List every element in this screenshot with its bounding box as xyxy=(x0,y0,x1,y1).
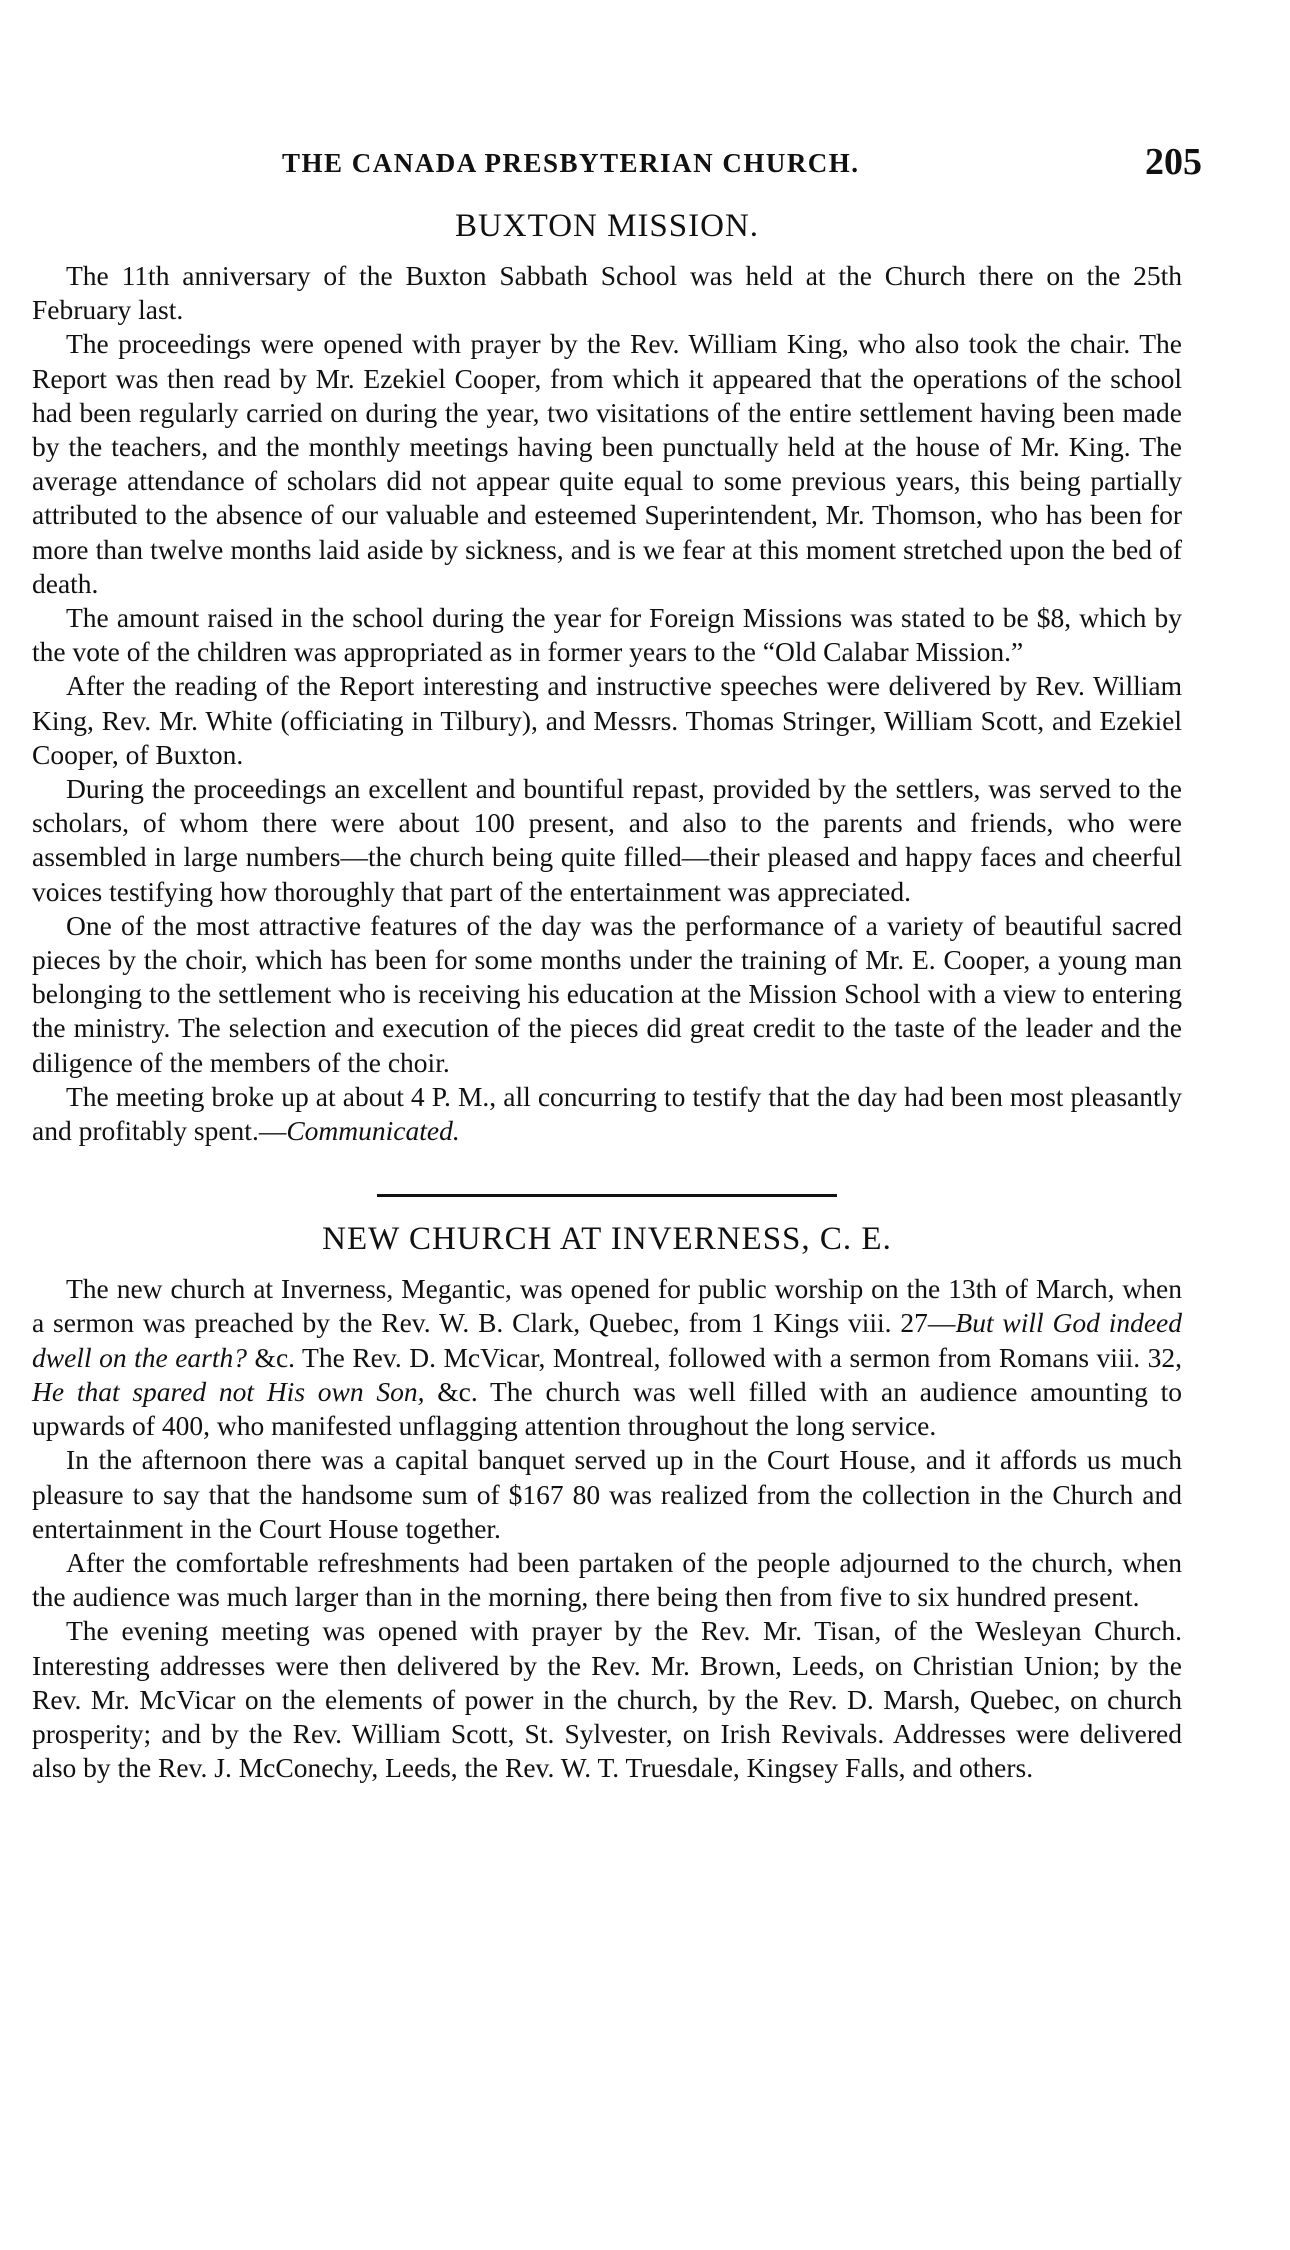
paragraph-text: The new church at Inverness, Megantic, was opened for public worship on the 13th of March, when a sermon was preached by the Rev. W. B. Clark, Quebec, from 1 Kings viii. 27— xyxy=(32,1273,1182,1339)
paragraph: The 11th anniversary of the Buxton Sabbath School was held at the Church there on the 25th February last. xyxy=(32,260,1182,326)
section-divider xyxy=(377,1194,837,1197)
paragraph: During the proceedings an excellent and bountiful repast, provided by the settlers, was served to the scholars, of whom there were about 100 present, and also to the parents and friends, who were assembled in large numbers—the church being quite filled—their pleased and happy faces and cheerful voices testifying how thoroughly that part of the entertainment was appreciated. xyxy=(32,773,1182,907)
article-title: BUXTON MISSION. xyxy=(454,208,760,244)
running-head xyxy=(32,140,1202,190)
paragraph: After the comfortable refreshments had been partaken of the people adjourned to the church, when the audience was much larger than in the morning, there being then from five to six hundred present. xyxy=(32,1546,1182,1613)
page xyxy=(32,140,1202,1785)
paragraph: After the reading of the Report interesting and instructive speeches were delivered by Rev. William King, Rev. Mr. White (officiating in Tilbury), and Messrs. Thomas Stringer, William Scott, and Ezekiel Cooper, of Buxton. xyxy=(32,670,1182,770)
page-number: 205 xyxy=(1145,141,1202,183)
paragraph: One of the most attractive features of the day was the performance of a variety of beautiful sacred pieces by the choir, which has been for some months under the training of Mr. E. Cooper, a young man belonging to the settlement who is receiving his education at the Mission School with a view to entering the ministry. The selection and execution of the pieces did great credit to the taste of the leader and the diligence of the members of the choir. xyxy=(32,909,1182,1078)
paragraph-text: &c. The church was well filled with an audience amounting to upwards of 400, who manifested unflagging attention throughout the long service. xyxy=(32,1375,1182,1442)
scripture-quote: He that spared not His own Son, xyxy=(32,1375,425,1407)
article-buxton-mission xyxy=(32,208,1182,1148)
paragraph-text: The meeting broke up at about 4 P. M., all concurring to testify that the day had been most pleasantly and profitably spent.— xyxy=(32,1080,1182,1147)
paragraph: The amount raised in the school during the year for Foreign Missions was stated to be $8, which by the vote of the children was appropriated as in former years to the “Old Calabar Mission.” xyxy=(32,602,1182,668)
signature: Communicated. xyxy=(286,1115,460,1147)
paragraph: The proceedings were opened with prayer by the Rev. William King, who also took the chair. The Report was then read by Mr. Ezekiel Cooper, from which it appeared that the operations of the school had been regularly carried on during the year, two visitations of the entire settlement having been made by the teachers, and the monthly meetings having been punctually held at the house of Mr. King. The average attendance of scholars did not appear quite equal to some previous years, this being partially attributed to the absence of our valuable and esteemed Superintendent, Mr. Thomson, who has been for more than twelve months laid aside by sickness, and is we fear at this moment stretched upon the bed of death. xyxy=(32,328,1182,599)
paragraph xyxy=(32,1080,1182,1148)
article-title: NEW CHURCH AT INVERNESS, C. E. xyxy=(322,1221,892,1258)
paragraph: The evening meeting was opened with prayer by the Rev. Mr. Tisan, of the Wesleyan Church. Interesting addresses were then delivered by the Rev. Mr. Brown, Leeds, on Christian Union; by the Rev. Mr. McVicar on the elements of power in the church, by the Rev. D. Marsh, Quebec, on church prosperity; and by the Rev. William Scott, St. Sylvester, on Irish Revivals. Addresses were delivered also by the Rev. J. McConechy, Leeds, the Rev. W. T. Truesdale, Kingsey Falls, and others. xyxy=(32,1615,1182,1784)
article-new-church-inverness xyxy=(32,1221,1182,1785)
scripture-quote: But will God indeed dwell on the earth? xyxy=(32,1307,1182,1373)
paragraph-text: &c. The Rev. D. McVicar, Montreal, followed with a sermon from Romans viii. 32, xyxy=(247,1341,1182,1373)
paragraph: In the afternoon there was a capital banquet served up in the Court House, and it affords us much pleasure to say that the handsome sum of $167 80 was realized from the collection in the Church and entertainment in the Court House together. xyxy=(32,1444,1182,1544)
paragraph xyxy=(32,1272,1182,1443)
running-title: THE CANADA PRESBYTERIAN CHURCH. xyxy=(282,148,860,178)
